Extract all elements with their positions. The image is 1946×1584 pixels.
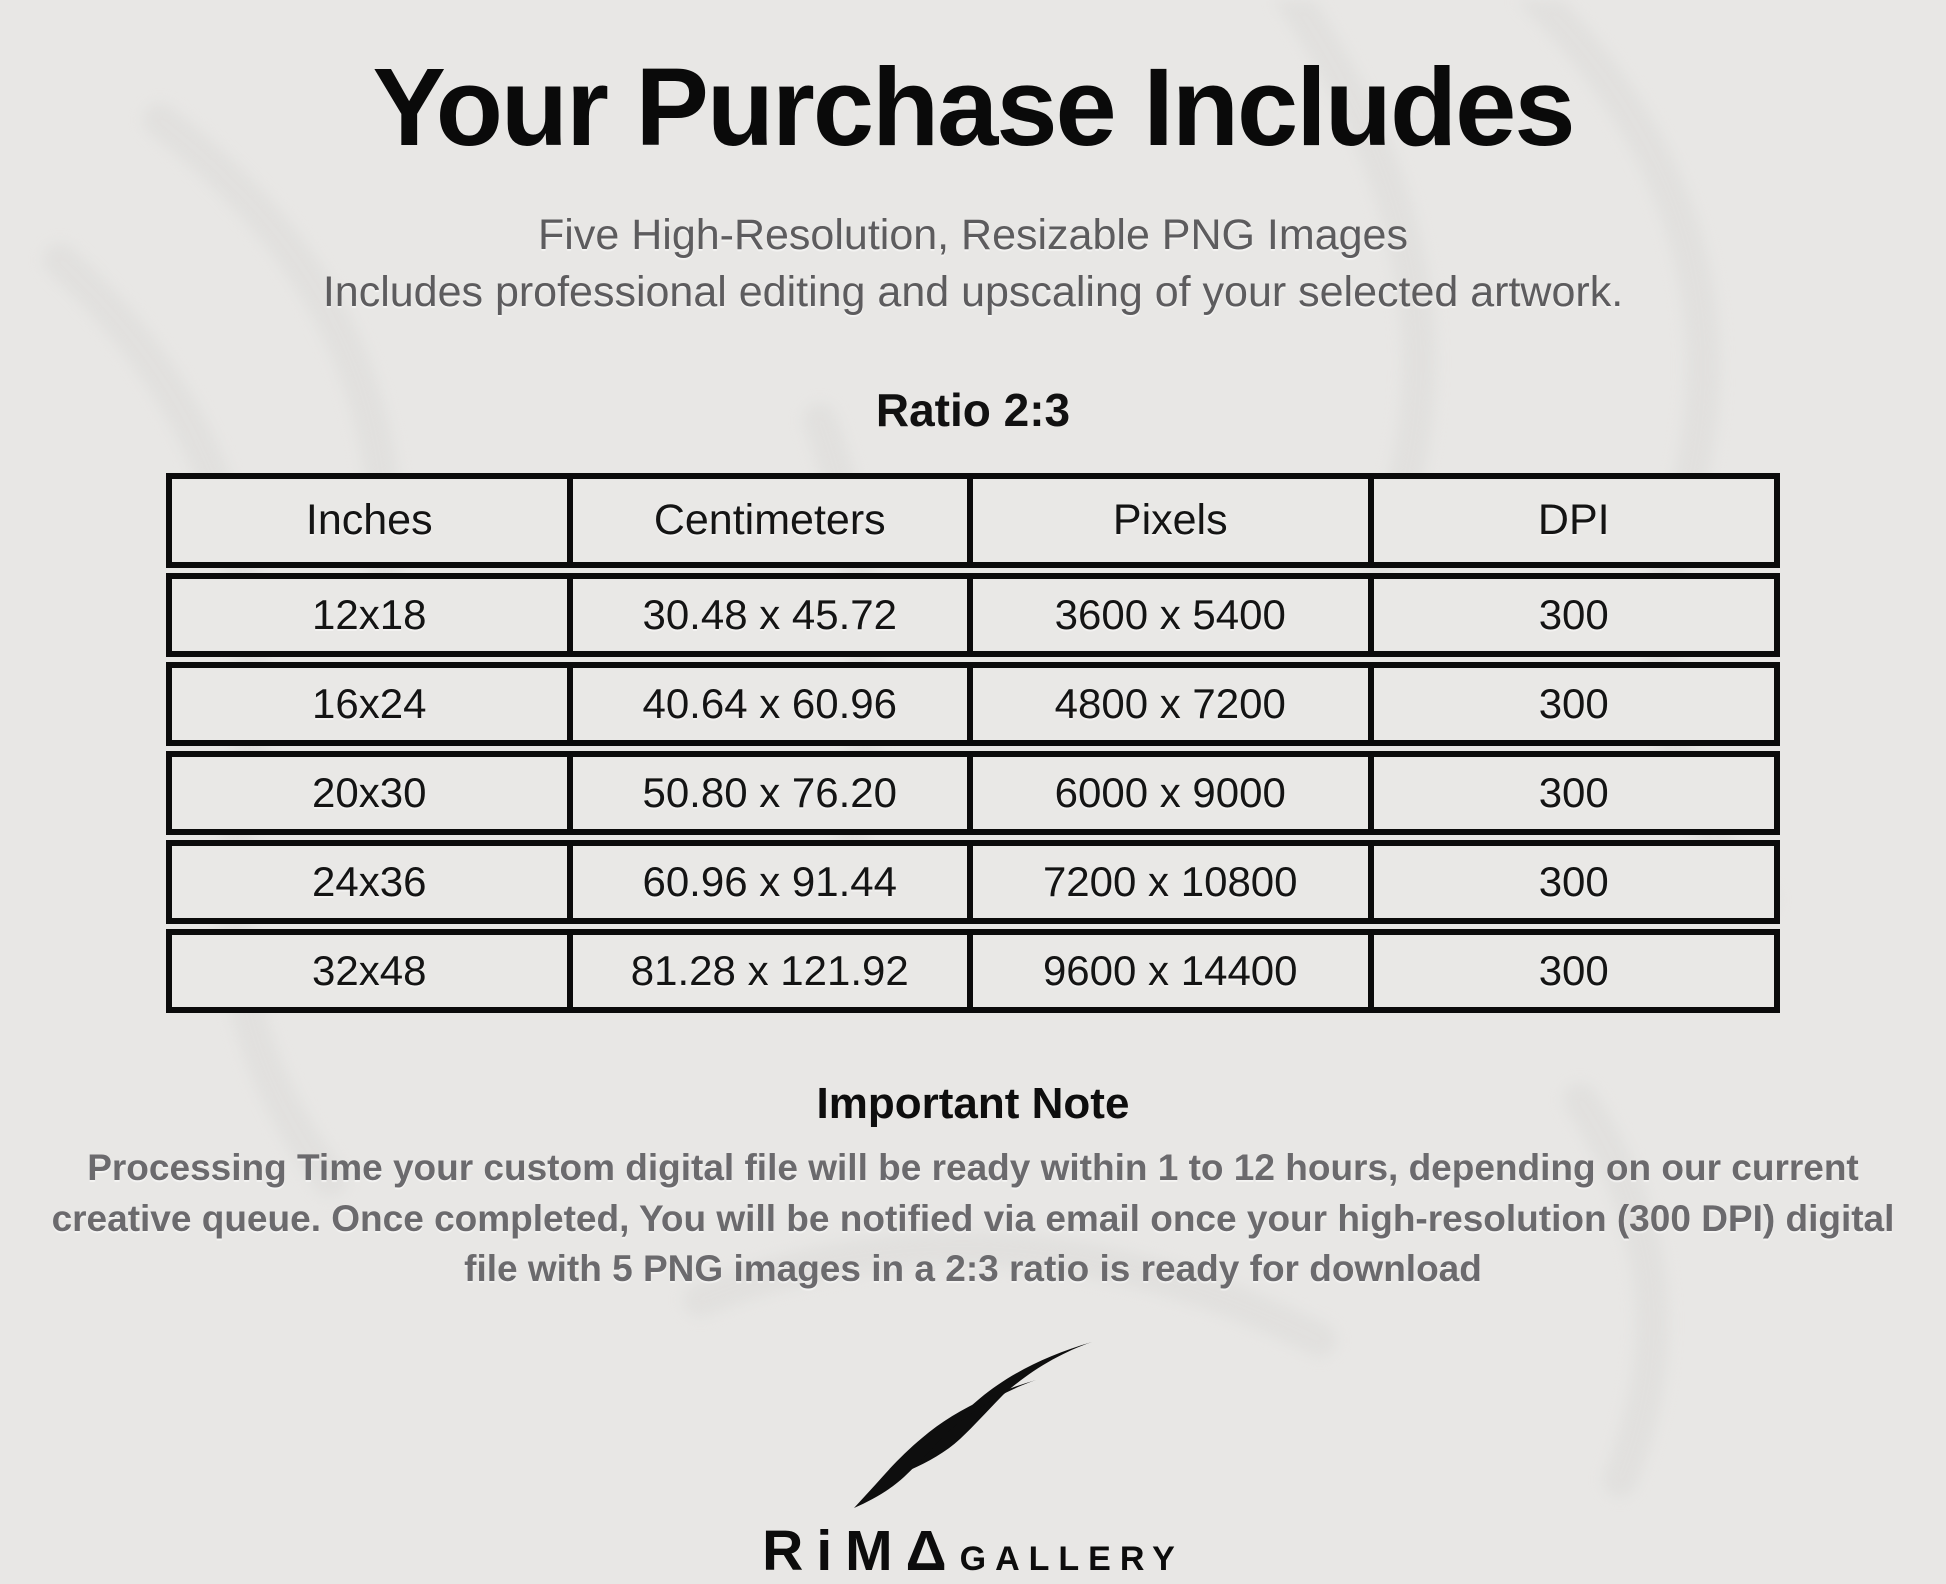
brand-wordmark: RiMΔ [762, 1519, 960, 1584]
table-row [166, 573, 1780, 657]
subtitle-line-2: Includes professional editing and upscaling of your selected artwork. [322, 268, 1624, 317]
cell-pixels: 4800 x 7200 [973, 668, 1374, 740]
cell-pixels: 9600 x 14400 [973, 935, 1374, 1007]
ratio-heading: Ratio 2:3 [875, 384, 1071, 437]
brand-logo [0, 1340, 1946, 1584]
subtitle [0, 207, 1946, 321]
table-row [166, 929, 1780, 1013]
cell-inches: 24x36 [172, 846, 573, 918]
brand-wordmark-row [762, 1518, 1184, 1584]
subtitle-line-1: Five High-Resolution, Resizable PNG Images [538, 211, 1408, 259]
header-cell-inches: Inches [172, 479, 573, 562]
cell-pixels: 3600 x 5400 [973, 579, 1374, 651]
cell-dpi: 300 [1538, 947, 1609, 995]
note-heading: Important Note [816, 1079, 1130, 1129]
table-row [166, 840, 1780, 924]
cell-pixels: 6000 x 9000 [973, 757, 1374, 829]
size-table [166, 473, 1780, 1013]
cell-inches: 16x24 [172, 668, 573, 740]
header-cell-centimeters: Centimeters [573, 479, 974, 562]
cell-inches: 32x48 [172, 935, 573, 1007]
cell-dpi: 300 [1538, 591, 1609, 639]
cell-centimeters: 40.64 x 60.96 [573, 668, 974, 740]
cell-centimeters: 81.28 x 121.92 [573, 935, 974, 1007]
header-cell-dpi: DPI [1537, 496, 1610, 545]
cell-pixels: 7200 x 10800 [973, 846, 1374, 918]
brand-suffix: GALLERY [959, 1540, 1184, 1579]
page-title: Your Purchase Includes [372, 46, 1574, 169]
table-row [166, 751, 1780, 835]
cell-centimeters: 60.96 x 91.44 [573, 846, 974, 918]
table-header-row [166, 473, 1780, 568]
cell-dpi: 300 [1538, 769, 1609, 817]
header-cell-pixels: Pixels [973, 479, 1374, 562]
cell-dpi: 300 [1538, 858, 1609, 906]
cell-inches: 20x30 [172, 757, 573, 829]
cell-dpi: 300 [1538, 680, 1609, 728]
table-row [166, 662, 1780, 746]
cell-centimeters: 50.80 x 76.20 [573, 757, 974, 829]
note-body: Processing Time your custom digital file will be ready within 1 to 12 hours, depending on our current creative queue. Once completed, You will be notified via email once your high-resolution (300 DPI) digital file with 5 PNG images in a 2:3 ratio is ready for download [51, 1147, 1895, 1289]
double-swoosh-icon [848, 1340, 1098, 1512]
cell-centimeters: 30.48 x 45.72 [573, 579, 974, 651]
cell-inches: 12x18 [172, 579, 573, 651]
